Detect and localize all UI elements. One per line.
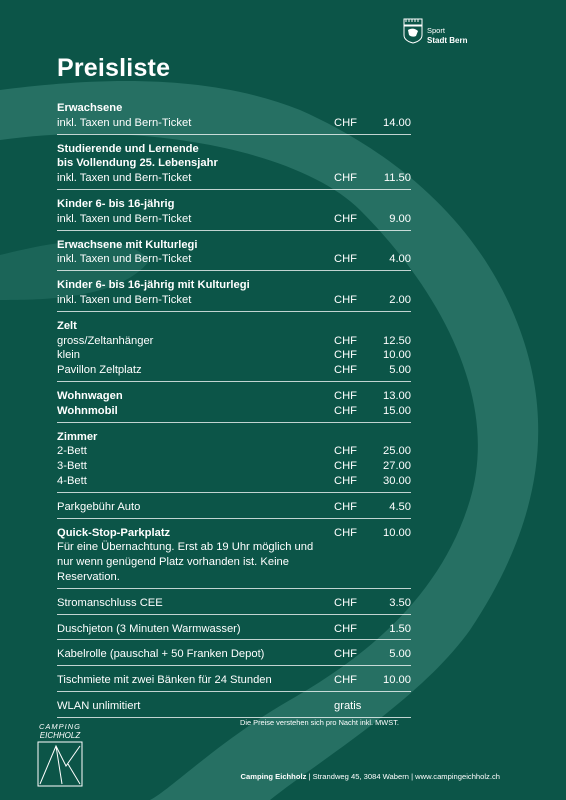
price-label: inkl. Taxen und Bern-Ticket (57, 293, 192, 306)
price-currency: CHF (334, 253, 357, 266)
price-currency: CHF (334, 445, 357, 458)
price-amount: 13.00 (383, 389, 411, 402)
price-label: klein (57, 349, 81, 362)
footer-name: Camping Eichholz (240, 772, 307, 781)
price-row (57, 252, 411, 267)
price-amount (379, 699, 411, 714)
price-row (57, 389, 411, 404)
price-entry (57, 388, 411, 423)
price-currency: CHF (334, 648, 357, 661)
price-entry (57, 100, 411, 135)
price-row (57, 197, 411, 212)
price-amount: 27.00 (383, 460, 411, 473)
price-entry (57, 621, 411, 641)
price-label: Wohnmobil (57, 404, 118, 417)
price-amount: 12.50 (383, 334, 411, 347)
price-row (57, 622, 411, 637)
price-label: Tischmiete mit zwei Bänken für 24 Stunden (57, 674, 272, 687)
page-title: Preisliste (57, 54, 171, 82)
price-amount (379, 197, 411, 212)
price-label: inkl. Taxen und Bern-Ticket (57, 116, 192, 129)
price-entry (57, 141, 411, 190)
price-amount: 25.00 (383, 445, 411, 458)
footer-address: | Strandweg 45, 3084 Wabern | www.campingeichholz.ch (306, 772, 500, 781)
price-currency: CHF (334, 212, 357, 225)
price-row (57, 101, 411, 116)
price-amount: 4.50 (389, 500, 411, 513)
price-label: Zimmer (57, 430, 98, 443)
price-amount (379, 430, 411, 445)
price-row (57, 363, 411, 378)
price-currency: CHF (334, 389, 357, 402)
price-row (57, 474, 411, 489)
price-currency: gratis (334, 699, 362, 712)
price-amount: 3.50 (389, 596, 411, 609)
price-row (57, 319, 411, 334)
price-amount: 2.00 (389, 293, 411, 306)
price-entry (57, 318, 411, 382)
price-row (57, 699, 411, 714)
price-row (57, 171, 411, 186)
price-currency: CHF (334, 474, 357, 487)
price-row (57, 142, 411, 157)
price-label: Quick-Stop-Parkplatz (57, 526, 171, 539)
price-amount: 30.00 (383, 474, 411, 487)
price-label: Kabelrolle (pauschal + 50 Franken Depot) (57, 648, 265, 661)
price-currency: CHF (334, 404, 357, 417)
price-currency: CHF (334, 460, 357, 473)
price-currency (334, 238, 379, 253)
price-entry (57, 237, 411, 272)
price-entry (57, 525, 411, 589)
price-currency (334, 278, 379, 293)
price-amount (379, 238, 411, 253)
price-row (57, 459, 411, 474)
price-amount (379, 278, 411, 293)
price-label: Kinder 6- bis 16-jährig mit Kulturlegi (57, 279, 250, 292)
price-currency (334, 156, 379, 171)
brand-city: Stadt Bern (427, 36, 468, 45)
price-amount: 1.50 (389, 622, 411, 635)
price-currency: CHF (334, 334, 357, 347)
price-row (57, 673, 411, 688)
price-amount: 9.00 (389, 212, 411, 225)
price-amount: 5.00 (389, 648, 411, 661)
price-label: Stromanschluss CEE (57, 596, 163, 609)
price-note: Für eine Übernachtung. Erst ab 19 Uhr möglich und nur wenn genügend Platz vorhanden ist. Keine Reservation. (57, 541, 314, 583)
price-amount (379, 319, 411, 334)
price-label: Wohnwagen (57, 389, 123, 402)
price-list (57, 100, 411, 724)
price-label: 3-Bett (57, 460, 87, 473)
price-currency: CHF (334, 172, 357, 185)
price-entry (57, 698, 411, 718)
price-row (57, 404, 411, 419)
price-entry (57, 595, 411, 615)
price-label: Duschjeton (3 Minuten Warmwasser) (57, 622, 241, 635)
price-row (57, 238, 411, 253)
price-amount: 4.00 (389, 253, 411, 266)
price-entry (57, 277, 411, 312)
price-row (57, 116, 411, 131)
price-label: inkl. Taxen und Bern-Ticket (57, 212, 192, 225)
price-row (57, 500, 411, 515)
price-amount (379, 156, 411, 171)
price-amount: 10.00 (383, 674, 411, 687)
price-currency: CHF (334, 526, 357, 539)
price-currency (334, 319, 379, 334)
camping-eichholz-logo (36, 720, 84, 788)
price-amount: 10.00 (383, 349, 411, 362)
stadt-bern-logo (403, 18, 467, 46)
price-amount: 11.50 (383, 172, 411, 185)
price-currency (334, 197, 379, 212)
price-row (57, 334, 411, 349)
price-currency: CHF (334, 116, 357, 129)
price-entry (57, 196, 411, 231)
price-currency: CHF (334, 674, 357, 687)
price-currency (334, 430, 379, 445)
price-currency: CHF (334, 622, 357, 635)
footer (241, 772, 500, 781)
price-label: bis Vollendung 25. Lebensjahr (57, 157, 218, 170)
bern-shield-icon (403, 18, 423, 44)
price-row (57, 278, 411, 293)
brand-sport: Sport (427, 26, 445, 35)
price-label: Pavillon Zeltplatz (57, 364, 142, 377)
price-currency: CHF (334, 349, 357, 362)
price-row (57, 444, 411, 459)
price-amount: 5.00 (389, 364, 411, 377)
price-entry (57, 646, 411, 666)
svg-text:CAMPING: CAMPING (38, 722, 82, 731)
price-currency: CHF (334, 364, 357, 377)
price-amount (379, 101, 411, 116)
price-row (57, 293, 411, 308)
price-label: Zelt (57, 319, 77, 332)
price-row (57, 430, 411, 445)
price-label: Studierende und Lernende (57, 142, 199, 155)
price-label: 2-Bett (57, 445, 87, 458)
price-entry (57, 499, 411, 519)
price-entry (57, 672, 411, 692)
price-label: Erwachsene (57, 102, 123, 114)
price-row (57, 348, 411, 363)
price-label: gross/Zeltanhänger (57, 334, 154, 347)
price-currency (334, 142, 379, 157)
price-row (57, 647, 411, 662)
price-amount: 15.00 (383, 404, 411, 417)
price-label: inkl. Taxen und Bern-Ticket (57, 172, 192, 185)
price-label: inkl. Taxen und Bern-Ticket (57, 253, 192, 266)
price-currency: CHF (334, 293, 357, 306)
svg-text:EICHHOLZ: EICHHOLZ (39, 731, 81, 740)
price-entry (57, 429, 411, 493)
price-label: WLAN unlimitiert (57, 699, 141, 712)
price-label: Erwachsene mit Kulturlegi (57, 238, 198, 251)
price-row (57, 156, 411, 171)
price-currency: CHF (334, 500, 357, 513)
price-currency (334, 101, 379, 116)
price-currency: CHF (334, 596, 357, 609)
price-amount: 10.00 (383, 526, 411, 539)
price-label: 4-Bett (57, 474, 87, 487)
price-row (57, 212, 411, 227)
price-row (57, 526, 411, 541)
vat-note: Die Preise verstehen sich pro Nacht inkl. MWST. (240, 718, 399, 727)
price-amount (379, 142, 411, 157)
price-row (57, 596, 411, 611)
price-amount: 14.00 (383, 116, 411, 129)
price-label: Kinder 6- bis 16-jährig (57, 197, 175, 210)
price-label: Parkgebühr Auto (57, 500, 141, 513)
